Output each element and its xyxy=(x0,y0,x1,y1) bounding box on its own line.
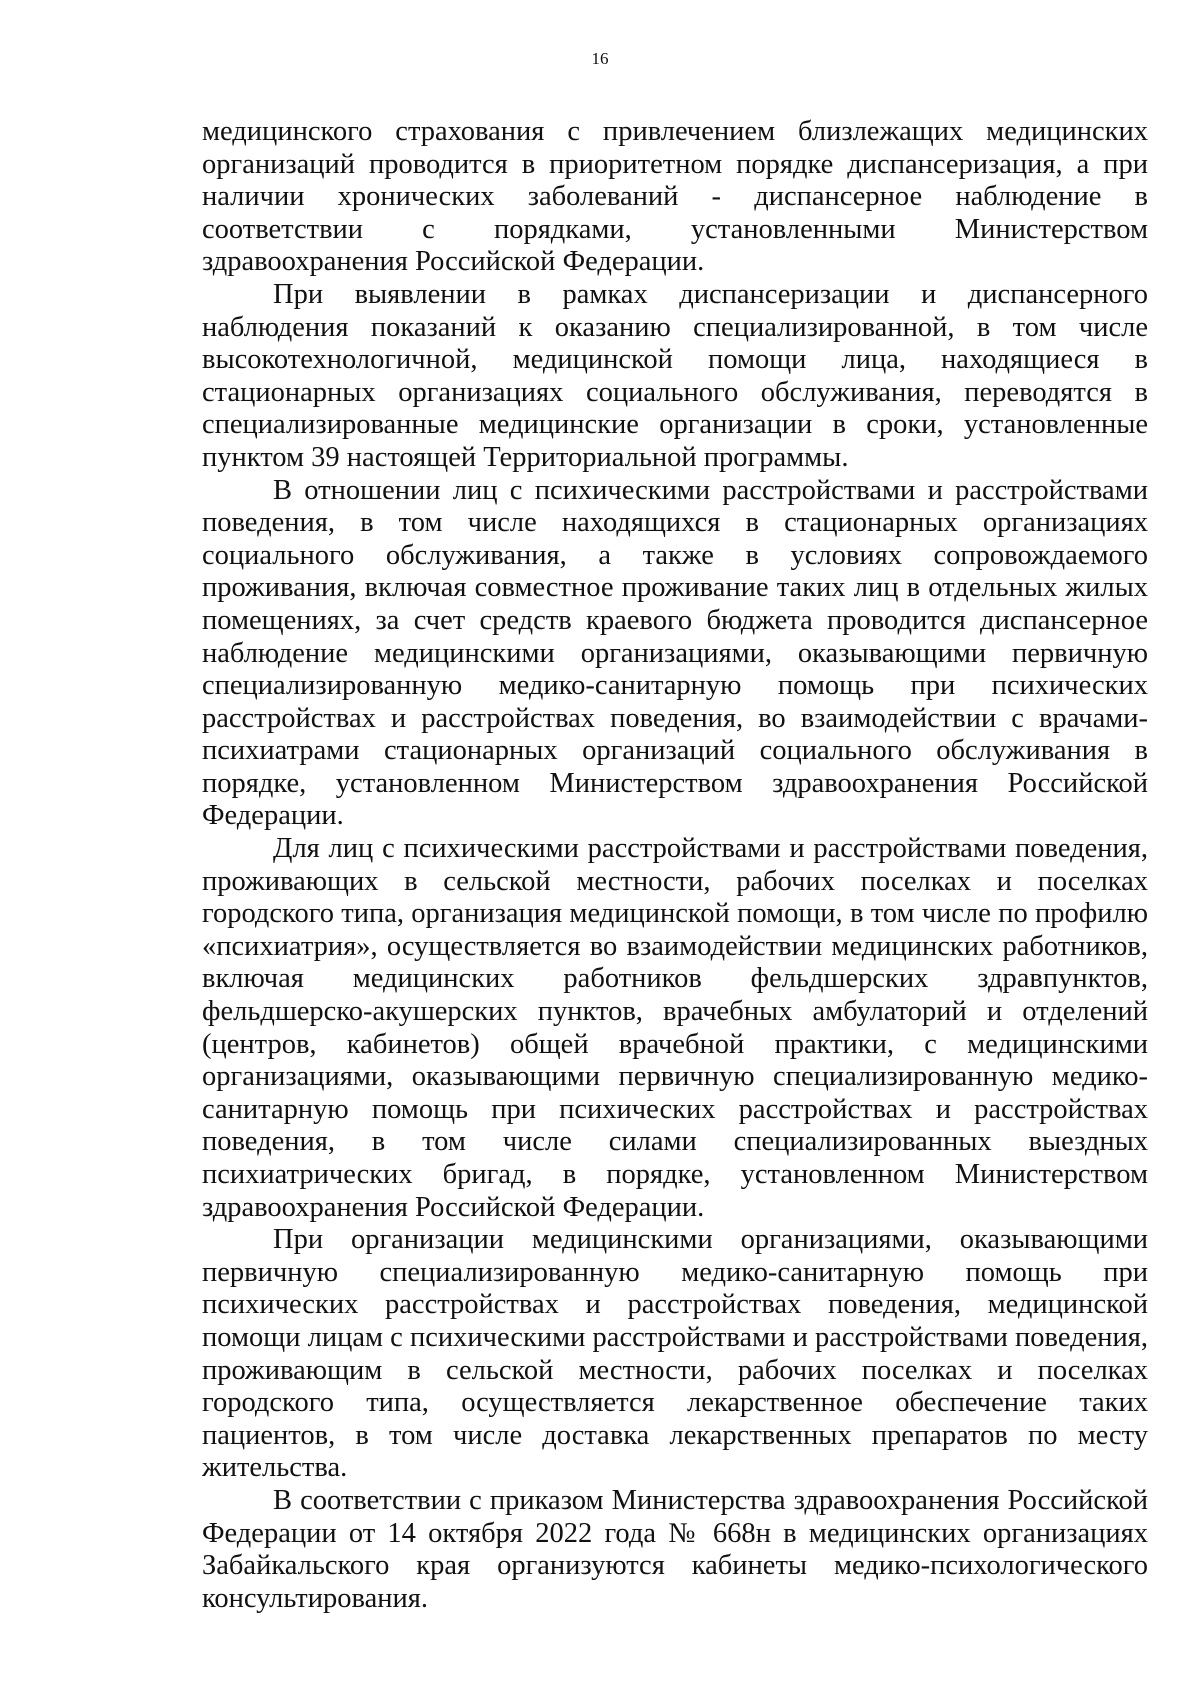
paragraph-rural-psychiatry: Для лиц с психическими расстройствами и расстройствами поведения, проживающих в сельской местности, рабочих поселках и поселках городского типа, организация медицинской помощи, в том числе по профилю «психиатрия», осуществляется во взаимодействии медицинских работников, включая медицинских работников фельдшерских здравпунктов, фельдшерско-акушерских пунктов, врачебных амбулаторий и отделений (центров, кабинетов) общей врачебной практики, с медицинскими организациями, оказывающими первичную специализированную медико-санитарную помощь при психических расстройствах и расстройствах поведения, в том числе силами специализированных выездных психиатрических бригад, в порядке, установленном Министерством здравоохранения Российской Федерации. xyxy=(202,833,1148,1223)
paragraph-dispensary-transfer: При выявлении в рамках диспансеризации и диспансерного наблюдения показаний к оказанию специализированной, в том числе высокотехнологичной, медицинской помощи лица, находящиеся в стационарных организациях социального обслуживания, переводятся в специализированные медицинские организации в сроки, установленные пунктом 39 настоящей Территориальной программы. xyxy=(202,278,1148,473)
paragraph-medication-supply: При организации медицинскими организациями, оказывающими первичную специализированную медико-санитарную помощь при психических расстройствах и расстройствах поведения, медицинской помощи лицам с психическими расстройствами и расстройствами поведения, проживающим в сельской местности, рабочих поселках и поселках городского типа, осуществляется лекарственное обеспечение таких пациентов, в том числе доставка лекарственных препаратов по месту жительства. xyxy=(202,1224,1148,1484)
paragraph-mental-disorders-observation: В отношении лиц с психическими расстройствами и расстройствами поведения, в том числе находящихся в стационарных организациях социального обслуживания, а также в условиях сопровождаемого проживания, включая совместное проживание таких лиц в отдельных жилых помещениях, за счет средств краевого бюджета проводится диспансерное наблюдение медицинскими организациями, оказывающими первичную специализированную медико-санитарную помощь при психических расстройствах и расстройствах поведения, во взаимодействии с врачами-психиатрами стационарных организаций социального обслуживания в порядке, установленном Министерством здравоохранения Российской Федерации. xyxy=(202,474,1148,832)
paragraph-psychological-counseling: В соответствии с приказом Министерства здравоохранения Российской Федерации от 14 октября 2022 года № 668н в медицинских организациях Забайкальского края организуются кабинеты медико-психологического консультирования. xyxy=(202,1484,1148,1614)
page-number: 16 xyxy=(591,49,609,68)
paragraph-continuation: медицинского страхования с привлечением близлежащих медицинских организаций проводится в приоритетном порядке диспансеризация, а при наличии хронических заболеваний - диспансерное наблюдение в соответствии с порядками, установленными Министерством здравоохранения Российской Федерации. xyxy=(202,116,1148,278)
document-body xyxy=(202,116,1148,1615)
